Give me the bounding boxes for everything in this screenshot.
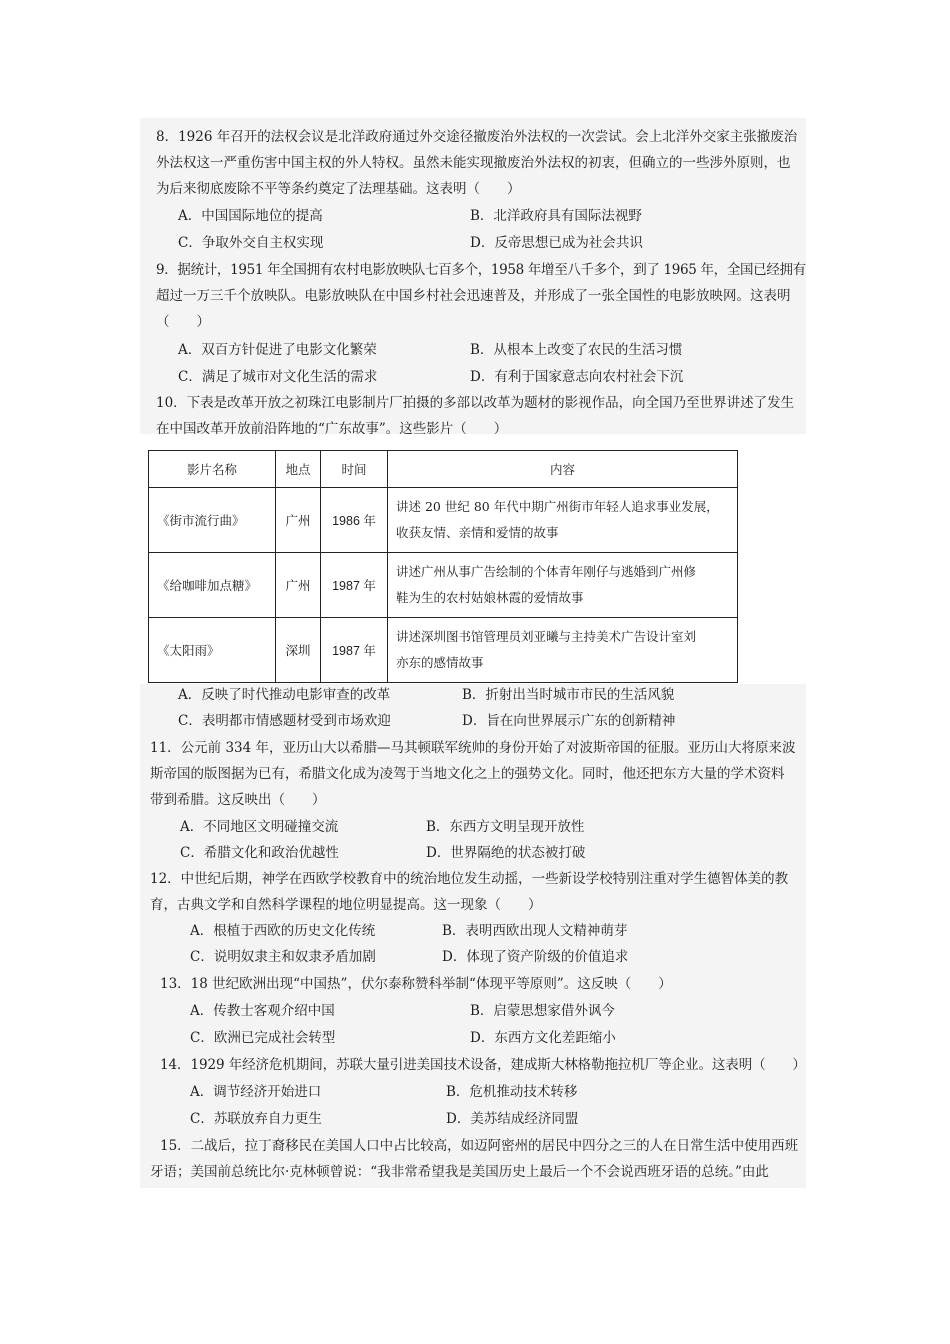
question-8-option-a[interactable]: A．中国国际地位的提高: [178, 208, 323, 224]
film-place: 广州: [276, 488, 321, 553]
film-content-line: 亦东的感情故事: [396, 655, 484, 670]
film-content-line: 讲述深圳图书馆管理员刘亚曦与主持美术广告设计室刘: [396, 629, 697, 644]
question-9-option-d[interactable]: D．有利于国家意志向农村社会下沉: [470, 369, 684, 385]
question-9-option-b[interactable]: B．从根本上改变了农民的生活习惯: [470, 342, 683, 358]
question-12-stem-line: 12．中世纪后期，神学在西欧学校教育中的统治地位发生动摇，一些新设学校特别注重对学生德智体美的教: [150, 871, 789, 887]
film-year: 1986 年: [321, 488, 388, 553]
question-14-stem-line: 14．1929 年经济危机期间，苏联大量引进美国技术设备，建成斯大林格勒拖拉机厂等企业。这表明（ ）: [160, 1057, 806, 1073]
film-place: 广州: [276, 553, 321, 618]
question-10-option-b[interactable]: B．折射出当时城市市民的生活风貌: [462, 687, 675, 703]
film-content: [388, 488, 738, 553]
question-11-option-a[interactable]: A．不同地区文明碰撞交流: [180, 819, 339, 835]
table-row: [149, 618, 738, 683]
table-header-place: 地点: [276, 451, 321, 488]
question-8-option-d[interactable]: D．反帝思想已成为社会共识: [470, 235, 643, 251]
question-12-option-b[interactable]: B．表明西欧出现人文精神萌芽: [442, 923, 628, 939]
question-14-option-d[interactable]: D．美苏结成经济同盟: [446, 1111, 579, 1127]
table-header-row: [149, 451, 738, 488]
question-8-option-b[interactable]: B．北洋政府具有国际法视野: [470, 208, 642, 224]
question-10-stem-line: 10．下表是改革开放之初珠江电影制片厂拍摄的多部以改革为题材的影视作品，向全国乃至世界讲述了发生: [156, 395, 795, 411]
question-12-option-d[interactable]: D．体现了资产阶级的价值追求: [442, 949, 629, 965]
film-name: 《给咖啡加点糖》: [149, 553, 276, 618]
question-13-option-d[interactable]: D．东西方文化差距缩小: [470, 1030, 616, 1046]
question-12-option-c[interactable]: C．说明奴隶主和奴隶矛盾加剧: [190, 949, 376, 965]
question-11-stem-line: 11．公元前 334 年，亚历山大以希腊—马其顿联军统帅的身份开始了对波斯帝国的征服。亚历山大将原来波: [150, 740, 796, 756]
question-10-option-d[interactable]: D．旨在向世界展示广东的创新精神: [462, 713, 676, 729]
question-13-option-b[interactable]: B．启蒙思想家借外讽今: [470, 1003, 615, 1019]
film-content-line: 收获友情、亲情和爱情的故事: [396, 525, 559, 540]
film-name: 《街市流行曲》: [149, 488, 276, 553]
question-11-option-c[interactable]: C．希腊文化和政治优越性: [180, 845, 339, 861]
question-11-stem-line: 斯帝国的版图据为已有，希腊文化成为凌驾于当地文化之上的强势文化。同时，他还把东方大量的学术资料: [150, 766, 785, 782]
film-place: 深圳: [276, 618, 321, 683]
film-content-line: 讲述广州从事广告绘制的个体青年刚仔与逃婚到广州修: [396, 564, 697, 579]
question-9-stem-line: 9．据统计，1951 年全国拥有农村电影放映队七百多个，1958 年增至八千多个，到了 1965 年，全国已经拥有: [156, 262, 806, 278]
film-table: [148, 450, 738, 683]
film-content-line: 鞋为生的农村姑娘林霞的爱情故事: [396, 590, 584, 605]
question-10-option-c[interactable]: C．表明都市情感题材受到市场欢迎: [178, 713, 391, 729]
film-year: 1987 年: [321, 618, 388, 683]
question-13-option-c[interactable]: C．欧洲已完成社会转型: [190, 1030, 336, 1046]
film-year: 1987 年: [321, 553, 388, 618]
question-14-option-b[interactable]: B．危机推动技术转移: [446, 1084, 578, 1100]
question-14-option-a[interactable]: A．调节经济开始进口: [190, 1084, 322, 1100]
question-8-stem-line: 8．1926 年召开的法权会议是北洋政府通过外交途径撤废治外法权的一次尝试。会上北洋外交家主张撤废治: [156, 129, 798, 145]
question-12-stem-line: 育，古典文学和自然科学课程的地位明显提高。这一现象（ ）: [150, 897, 542, 913]
film-content: [388, 553, 738, 618]
question-12-option-a[interactable]: A．根植于西欧的历史文化传统: [190, 923, 376, 939]
question-14-option-c[interactable]: C．苏联放弃自力更生: [190, 1111, 322, 1127]
question-11-option-b[interactable]: B．东西方文明呈现开放性: [426, 819, 585, 835]
table-row: [149, 488, 738, 553]
question-15-stem-line: 牙语；美国前总统比尔·克林顿曾说：“我非常希望我是美国历史上最后一个不会说西班牙语的总统。”由此: [150, 1164, 769, 1180]
question-11-option-d[interactable]: D．世界隔绝的状态被打破: [426, 845, 586, 861]
film-content-line: 讲述 20 世纪 80 年代中期广州街市年轻人追求事业发展，: [396, 499, 719, 514]
question-10-stem-line: 在中国改革开放前沿阵地的“广东故事”。这些影片（ ）: [156, 421, 508, 437]
question-15-stem-line: 15．二战后，拉丁裔移民在美国人口中占比较高，如迈阿密州的居民中四分之三的人在日常生活中使用西班: [160, 1138, 799, 1154]
question-11-stem-line: 带到希腊。这反映出（ ）: [150, 792, 326, 808]
question-10-option-a[interactable]: A．反映了时代推动电影审查的改革: [178, 687, 391, 703]
film-name: 《太阳雨》: [149, 618, 276, 683]
film-content: [388, 618, 738, 683]
table-row: [149, 553, 738, 618]
question-9-stem-line: （ ）: [156, 314, 210, 330]
table-header-time: 时间: [321, 451, 388, 488]
question-8-option-c[interactable]: C．争取外交自主权实现: [178, 235, 324, 251]
table-header-content: 内容: [388, 451, 738, 488]
question-9-stem-line: 超过一万三千个放映队。电影放映队在中国乡村社会迅速普及，并形成了一张全国性的电影放映网。这表明: [156, 288, 791, 304]
question-9-option-a[interactable]: A．双百方针促进了电影文化繁荣: [178, 342, 377, 358]
question-13-stem-line: 13．18 世纪欧洲出现“中国热”，伏尔泰称赞科举制“体现平等原则”。这反映（ ）: [160, 976, 672, 992]
table-header-name: 影片名称: [149, 451, 276, 488]
question-8-stem-line: 外法权这一严重伤害中国主权的外人特权。虽然未能实现撤废治外法权的初衷，但确立的一些涉外原则，也: [156, 155, 791, 171]
question-13-option-a[interactable]: A．传教士客观介绍中国: [190, 1003, 335, 1019]
question-9-option-c[interactable]: C．满足了城市对文化生活的需求: [178, 369, 378, 385]
question-8-stem-line: 为后来彻底废除不平等条约奠定了法理基础。这表明（ ）: [156, 181, 521, 197]
